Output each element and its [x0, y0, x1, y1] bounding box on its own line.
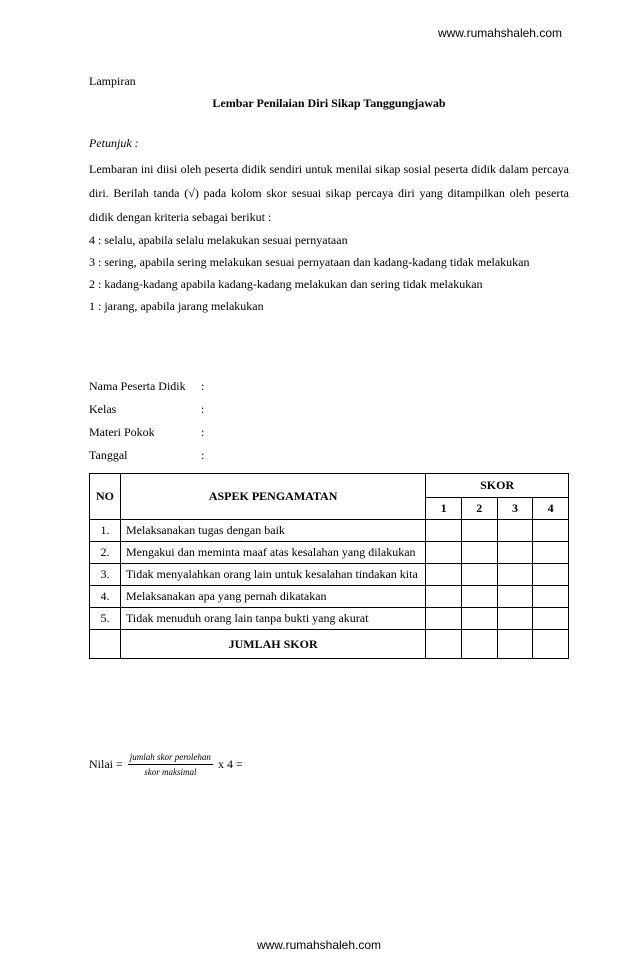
criteria-item-4: 4 : selalu, apabila selalu melakukan sesuai pernyataan	[89, 233, 348, 247]
formula-denominator: skor maksimal	[144, 767, 197, 777]
header-website: www.rumahshaleh.com	[437, 26, 562, 40]
skor-level-1: 1	[426, 498, 462, 520]
assessment-table	[89, 473, 569, 659]
identity-label: Nama Peserta Didik	[89, 379, 186, 393]
identity-row-tanggal	[89, 444, 569, 467]
formula-fraction	[128, 752, 213, 777]
score-cell[interactable]	[497, 608, 533, 630]
score-cell[interactable]	[461, 564, 497, 586]
score-cell[interactable]	[426, 608, 462, 630]
score-cell[interactable]	[497, 586, 533, 608]
row-number: 3.	[90, 564, 121, 586]
identity-separator: :	[201, 379, 205, 393]
identity-row-materi	[89, 421, 569, 444]
document-title: Lembar Penilaian Diri Sikap Tanggungjawab	[212, 96, 446, 110]
score-cell[interactable]	[426, 520, 462, 542]
row-number: 1.	[90, 520, 121, 542]
score-cell[interactable]	[426, 542, 462, 564]
skor-level-2: 2	[461, 498, 497, 520]
row-number: 5.	[90, 608, 121, 630]
total-row	[90, 630, 569, 659]
table-row	[90, 564, 569, 586]
score-cell[interactable]	[461, 520, 497, 542]
row-aspek: Tidak menuduh orang lain tanpa bukti yang akurat	[120, 608, 425, 630]
score-cell[interactable]	[461, 542, 497, 564]
intro-paragraph: Lembaran ini diisi oleh peserta didik sendiri untuk menilai sikap sosial peserta didik dalam percaya diri. Berilah tanda (√) pada kolom skor sesuai sikap percaya diri yang ditampilkan oleh peserta didik dengan kriteria sebagai berikut :	[89, 162, 569, 224]
identity-separator: :	[201, 402, 205, 416]
score-cell[interactable]	[461, 586, 497, 608]
formula-numerator: jumlah skor perolehan	[128, 752, 213, 765]
row-aspek: Melaksanakan apa yang pernah dikatakan	[120, 586, 425, 608]
identity-row-nama	[89, 375, 569, 398]
criteria-item-1: 1 : jarang, apabila jarang melakukan	[89, 299, 264, 313]
score-cell[interactable]	[533, 564, 569, 586]
table-row	[90, 520, 569, 542]
row-aspek: Mengakui dan meminta maaf atas kesalahan yang dilakukan	[120, 542, 425, 564]
score-cell[interactable]	[497, 564, 533, 586]
score-cell[interactable]	[461, 608, 497, 630]
identity-label: Kelas	[89, 402, 117, 416]
lampiran-label: Lampiran	[89, 74, 136, 88]
row-number: 2.	[90, 542, 121, 564]
table-row	[90, 586, 569, 608]
total-cell[interactable]	[426, 630, 462, 659]
table-row	[90, 608, 569, 630]
header-no: NO	[90, 474, 121, 520]
total-no-cell	[90, 630, 121, 659]
score-cell[interactable]	[426, 564, 462, 586]
identity-row-kelas	[89, 398, 569, 421]
score-cell[interactable]	[497, 520, 533, 542]
formula-prefix: Nilai =	[89, 757, 123, 771]
footer-website: www.rumahshaleh.com	[256, 938, 382, 952]
total-cell[interactable]	[497, 630, 533, 659]
header-aspek: ASPEK PENGAMATAN	[120, 474, 425, 520]
identity-separator: :	[201, 425, 205, 439]
formula-suffix: x 4 =	[217, 757, 243, 771]
total-cell[interactable]	[461, 630, 497, 659]
identity-separator: :	[201, 448, 205, 462]
row-number: 4.	[90, 586, 121, 608]
row-aspek: Melaksanakan tugas dengan baik	[120, 520, 425, 542]
row-aspek: Tidak menyalahkan orang lain untuk kesalahan tindakan kita	[120, 564, 425, 586]
score-cell[interactable]	[497, 542, 533, 564]
total-label: JUMLAH SKOR	[120, 630, 425, 659]
total-cell[interactable]	[533, 630, 569, 659]
skor-level-3: 3	[497, 498, 533, 520]
criteria-item-2: 2 : kadang-kadang apabila kadang-kadang melakukan dan sering tidak melakukan	[89, 277, 483, 291]
score-cell[interactable]	[426, 586, 462, 608]
criteria-item-3: 3 : sering, apabila sering melakukan sesuai pernyataan dan kadang-kadang tidak melakukan	[89, 255, 530, 269]
skor-level-4: 4	[533, 498, 569, 520]
score-cell[interactable]	[533, 586, 569, 608]
table-header-row	[90, 474, 569, 498]
petunjuk-label: Petunjuk :	[89, 136, 139, 150]
score-cell[interactable]	[533, 608, 569, 630]
score-cell[interactable]	[533, 520, 569, 542]
identity-section	[89, 375, 569, 467]
table-row	[90, 542, 569, 564]
document-body	[89, 74, 569, 659]
identity-label: Materi Pokok	[89, 425, 155, 439]
score-cell[interactable]	[533, 542, 569, 564]
score-formula	[89, 752, 243, 777]
header-skor: SKOR	[426, 474, 569, 498]
identity-label: Tanggal	[89, 448, 128, 462]
